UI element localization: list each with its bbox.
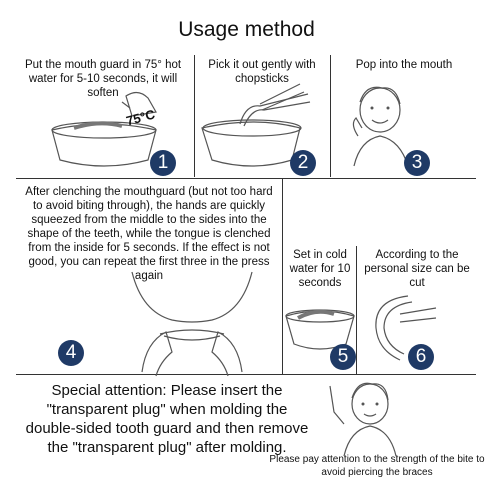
step-3-badge: 3 (404, 150, 430, 176)
temperature-label: 75°C (124, 106, 157, 129)
step-6-badge: 6 (408, 344, 434, 370)
divider (356, 246, 357, 374)
step-2-text: Pick it out gently with chopsticks (208, 59, 316, 85)
step-1-text: Put the mouth guard in 75° hot water for 5-10 seconds, it will soften (24, 59, 182, 99)
step-1-badge: 1 (150, 150, 176, 176)
divider (16, 178, 476, 179)
special-attention-note: Special attention: Please insert the "transparent plug" when molding the double-sided tooth guard and then remove the "transparent plug" after molding. (25, 382, 309, 456)
divider (330, 55, 331, 177)
step-2-badge: 2 (290, 150, 316, 176)
boy-pointing-illustration (322, 378, 412, 458)
page-title: Usage method (178, 18, 315, 41)
step-5-badge: 5 (330, 344, 356, 370)
step-3-text: Pop into the mouth (355, 59, 453, 71)
divider (282, 178, 283, 374)
step-4-badge: 4 (58, 340, 84, 366)
divider (194, 55, 195, 177)
face-mold-illustration (112, 272, 272, 382)
step-5-text: Set in cold water for 10 seconds (289, 249, 351, 289)
step-6-text: According to the personal size can be cut (364, 249, 470, 289)
step-4-text: After clenching the mouthguard (but not too hard to avoid biting through), the hands are quickly squeezed from the middle to the sides into the shape of the teeth, while the tongue is clenched from the inside for 5 seconds. If the effect is not good, you can repeat the first three in the press again (25, 186, 273, 282)
bite-strength-note: Please pay attention to the strength of the bite to avoid piercing the braces (269, 454, 485, 478)
